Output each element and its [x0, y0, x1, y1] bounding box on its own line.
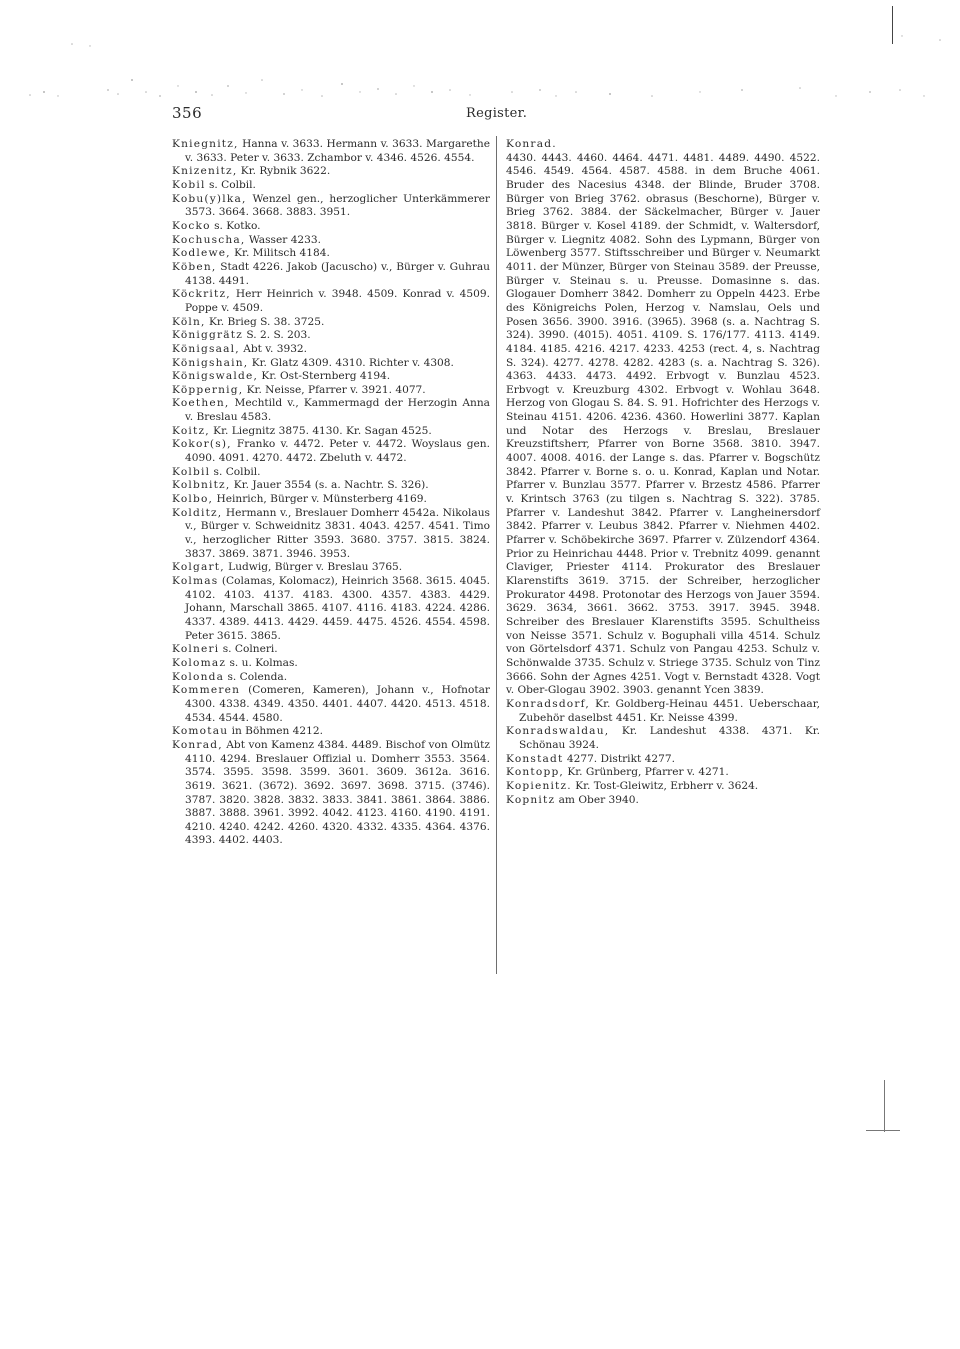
- entry-headword: Köln,: [172, 315, 206, 328]
- entry-text: Abt von Kamenz 4384. 4489. Bischof von Olmütz 4110. 4294. Breslauer Offizial u. Domherr 3553. 3564. 3574. 3595. 3598. 3599. 3601. 3609. 3612a. 3616. 3619. 3621. (3672). 3692. 3697. 3698. 3715. (3746). 3787. 3820. 3828. 3832. 3833. 3841. 3861. 3864. 3886. 3887. 3888. 3961. 3992. 4042. 4123. 4160. 4190. 4191. 4210. 4240. 4242. 4260. 4320. 4332. 4335. 4364. 4376. 4393. 4402. 4403.: [185, 738, 490, 847]
- entry-text: Kr. Tost-Gleiwitz, Erbherr v. 3624.: [571, 779, 759, 792]
- entry-text: Kr. Neisse, Pfarrer v. 3921. 4077.: [243, 383, 426, 396]
- entry-headword: Kokor(s),: [172, 438, 232, 451]
- entry-headword: Königgrätz: [172, 329, 243, 342]
- entry-headword: Konrad.: [506, 138, 557, 150]
- entry-text: Kr. Grünberg, Pfarrer v. 4271.: [564, 766, 729, 779]
- entry-text: Wenzel gen., herzoglicher Unterkämmerer 3573. 3664. 3668. 3883. 3951.: [185, 192, 490, 219]
- entry-headword: Königshain,: [172, 356, 249, 369]
- entry-headword: Köben,: [172, 260, 217, 273]
- index-entry: [172, 684, 490, 725]
- index-entry: [172, 234, 490, 248]
- entry-text: S. 2. S. 203.: [243, 329, 311, 342]
- index-entry: [172, 575, 490, 643]
- left-column: [172, 138, 490, 848]
- entry-headword: Kolditz,: [172, 506, 223, 519]
- index-entry: [172, 507, 490, 562]
- index-entry: [172, 425, 490, 439]
- running-head: Register.: [466, 106, 528, 121]
- index-entry: [506, 780, 820, 794]
- entry-text: s. Kotko.: [210, 219, 261, 232]
- entry-text: s. u. Kolmas.: [226, 656, 298, 669]
- entry-headword: Konradswaldau,: [506, 725, 610, 738]
- index-entry: [172, 179, 490, 193]
- entry-headword: Kolneri: [172, 643, 220, 656]
- entry-headword: Kobil: [172, 178, 206, 191]
- entry-headword: Kolonda: [172, 670, 225, 683]
- index-entry: [172, 438, 490, 465]
- entry-headword: Kniegnitz,: [172, 138, 239, 150]
- index-entry: [172, 329, 490, 343]
- entry-text: Kr. Jauer 3554 (s. a. Nachtr. S. 326).: [230, 479, 429, 492]
- entry-headword: Komotau: [172, 725, 229, 738]
- entry-headword: Königsaal,: [172, 342, 240, 355]
- entry-text: Kr. Goldberg-Heinau 4451. Ueberschaar, Zubehör daselbst 4451. Kr. Neisse 4399.: [519, 697, 820, 724]
- entry-text: Kr. Landeshut 4338. 4371. Kr. Schönau 3924.: [519, 725, 820, 751]
- entry-headword: Konrad,: [172, 738, 223, 751]
- entry-headword: Kodlewe,: [172, 247, 231, 260]
- index-entry: [172, 220, 490, 234]
- entry-text: (Colamas, Kolomacz), Heinrich 3568. 3615. 4045. 4102. 4103. 4137. 4183. 4300. 4357. 4383. 4429. Johann, Marschall 3865. 4107. 4116. 4183. 4224. 4286. 4337. 4389. 4413. 4429. 4459. 4475. 4526. 4554. 4598. Peter 3615. 3865.: [185, 575, 490, 642]
- entry-text: s. Colneri.: [219, 643, 278, 656]
- index-entry-continuation: 4430. 4443. 4460. 4464. 4471. 4481. 4489. 4490. 4522. 4546. 4549. 4564. 4587. 4588. in dem Bruche 4061. Bruder des Nacesius 4348. der Blinde, Bruder 3708. Bürger von Brieg 3762. obrasus (Beschorne), Bürger v. Brieg 3762. 3884. der Säckelmacher, Bürger v. Jauer 3818. Bürger v. Kosel 4189. der Schmidt, v. Waltersdorf, Bürger v. Liegnitz 4082. Sohn des Lypmann, Bürger von Löwenberg 3577. Stiftsschreiber und Bürger v. Neumarkt 4011. der Münzer, Bürger von Steinau 3589. der Preusse, Bürger v. Steinau s. u. Preusse. Domasinne s. das. Glogauer Domherr 3842. Domherr zu Oppeln 4423. Erbe des Königreichs Polen, Herzog v. Namslau, Oels und Posen 3656. 3900. 3916. (3965). 3968 (s. a. Nachtrag S. 324). 3990. (4015). 4051. 4109. S. 176/177. 4113. 4149. 4184. 4185. 4216. 4217. 4233. 4253 (rect. 4, s. Nachtrag S. 324). 4277. 4278. 4282. 4283 (s. a. Nachtrag S. 326). 4363. 4433. 4473. 4492. Erbvogt v. Bunzlau 4523. Erbvogt v. Kreuzburg 4302. Erbvogt v. Wohlau 3648. Herzog von Glogau S. 84. S. 91. Hofrichter des Herzogs v. Steinau 4151. 4206. 4236. 4360. Howerlini 3877. Kaplan und Notar des Herzogs v. Breslau, Breslauer Kreuzstiftsherr, Pfarrer von Borne 3568. 3810. 3947. 4007. 4008. 4016. der Lange s. das. Pfarrer v. Bogschütz 3842. Pfarrer v. Borne s. o. u. Konrad, Kaplan und Notar. Pfarrer v. Bunzlau 3577. Pfarrer v. Brzestz 4586. Pfarrer v. Krintsch 3763 (zu tilgen s. Nachtrag S. 322). 3785. Pfarrer v. Landeshut 3842. Pfarrer v. Langheinersdorf 3842. Pfarrer v. Leubus 3842. Pfarrer v. Niehmen 4402. Pfarrer v. Schöbekirche 3697. Pfarrer v. Zülzendorf 4364. Prior zu Heinrichau 4448. Prior v. Trebnitz 4099. genannt Claviger, Priester 4114. Prokurator des Breslauer Klarenstifts 3619. 3715. der Schreiber, herzoglicher Prokurator 4498. Protonotar des Herzogs von Jauer 3594. 3629. 3634, 3661. 3662. 3753. 3917. 3945. 3948. Schreiber des Breslauer Klarenstifts 3595. Schultheiss von Neisse 3571. Schulz v. Boguphali villa 4514. Schulz von Görtelsdorf 4371. Schulz von Pangau 4253. Schulz v. Schönwalde 3735. Schulz v. Striege 3735. Schulz von Tinz 3666. Sohn der Agnes 4251. Vogt v. Bernstadt 4328. Vogt v. Ober-Glogau 3902. 3903. genannt Ycen 3839.: [506, 151, 820, 697]
- entry-text: Kr. Glatz 4309. 4310. Richter v. 4308.: [248, 356, 454, 369]
- entry-text: Hanna v. 3633. Hermann v. 3633. Margarethe v. 3633. Peter v. 3633. Zchambor v. 4346. 4526. 4554.: [185, 138, 490, 164]
- index-entry: [172, 165, 490, 179]
- entry-text: Mechtild v., Kammermagd der Herzogin Anna v. Breslau 4583.: [185, 397, 490, 424]
- entry-text: Heinrich, Bürger v. Münsterberg 4169.: [213, 493, 427, 506]
- entry-text: s. Colbil.: [210, 465, 261, 478]
- index-entry: [172, 479, 490, 493]
- entry-headword: Kopnitz: [506, 793, 556, 806]
- entry-text: am Ober 3940.: [555, 793, 639, 806]
- scan-edge-mark-bottom: [884, 1080, 885, 1132]
- index-entry: [172, 138, 490, 165]
- entry-text: Ludwig, Bürger v. Breslau 3765.: [224, 561, 403, 574]
- index-entry: [506, 698, 820, 725]
- index-entry: [172, 288, 490, 315]
- entry-headword: Kontopp,: [506, 766, 564, 779]
- entry-headword: Konstadt: [506, 752, 564, 765]
- index-entry: [172, 725, 490, 739]
- entry-text: (Comeren, Kameren), Johann v., Hofnotar 4300. 4338. 4349. 4350. 4401. 4407. 4420. 4513. 4518. 4534. 4544. 4580.: [185, 684, 490, 724]
- index-entry: [506, 753, 820, 767]
- entry-text: s. Colenda.: [224, 670, 288, 683]
- entry-text: Kr. Rybnik 3622.: [237, 165, 331, 178]
- index-entry: [172, 384, 490, 398]
- entry-headword: Kolbil: [172, 465, 211, 478]
- index-entry-continued-heading: [506, 138, 820, 152]
- entry-headword: Koitz,: [172, 424, 210, 437]
- index-entry: [172, 657, 490, 671]
- column-divider: [496, 136, 497, 974]
- entry-text: Kr. Liegnitz 3875. 4130. Kr. Sagan 4525.: [209, 424, 432, 437]
- entry-text: Kr. Ost-Sternberg 4194.: [258, 370, 391, 383]
- entry-headword: Koethen,: [172, 397, 230, 410]
- entry-headword: Köckritz,: [172, 288, 231, 301]
- index-entry: [172, 261, 490, 288]
- entry-headword: Kolgart,: [172, 561, 225, 574]
- right-column: [506, 138, 820, 807]
- entry-headword: Kolbo,: [172, 493, 214, 506]
- entry-headword: Königswalde,: [172, 370, 259, 383]
- index-entry: [172, 370, 490, 384]
- entry-text: Franko v. 4472. Peter v. 4472. Woyslaus gen. 4090. 4091. 4270. 4472. Zbeluth v. 4472.: [185, 438, 490, 465]
- entry-headword: Kopienitz.: [506, 779, 572, 792]
- index-entry: [172, 357, 490, 371]
- entry-text: Stadt 4226. Jakob (Jacuscho) v., Bürger v. Guhrau 4138. 4491.: [185, 260, 490, 287]
- page-number: 356: [172, 104, 203, 122]
- entry-headword: Kobu(y)lka,: [172, 192, 247, 205]
- index-entry: [506, 794, 820, 808]
- index-entry: [172, 493, 490, 507]
- scan-edge-mark-bottom-foot: [866, 1130, 900, 1131]
- entry-headword: Kommeren: [172, 684, 241, 697]
- index-entry: [506, 725, 820, 752]
- index-entry: [172, 397, 490, 424]
- index-entry: [172, 193, 490, 220]
- entry-headword: Knizenitz,: [172, 165, 238, 178]
- index-entry: [172, 316, 490, 330]
- entry-text: Kr. Militsch 4184.: [230, 247, 330, 260]
- index-entry: [172, 739, 490, 848]
- entry-headword: Kolbnitz,: [172, 479, 231, 492]
- entry-text: Kr. Brieg S. 38. 3725.: [205, 315, 325, 328]
- entry-headword: Kochuscha,: [172, 233, 246, 246]
- entry-text: 4277. Distrikt 4277.: [563, 752, 675, 765]
- index-entry: [172, 343, 490, 357]
- entry-headword: Kolmas: [172, 575, 219, 587]
- index-entry: [172, 561, 490, 575]
- scan-edge-mark-top: [892, 6, 893, 44]
- entry-text: Wasser 4233.: [245, 233, 322, 246]
- entry-text: s. Colbil.: [205, 178, 256, 191]
- index-entry: [506, 766, 820, 780]
- entry-text: Herr Heinrich v. 3948. 4509. Konrad v. 4509. Poppe v. 4509.: [185, 288, 490, 314]
- entry-headword: Kolomaz: [172, 656, 227, 669]
- index-entry: [172, 247, 490, 261]
- entry-text: in Böhmen 4212.: [228, 725, 323, 738]
- entry-text: Abt v. 3932.: [239, 342, 308, 355]
- entry-headword: Konradsdorf,: [506, 697, 590, 710]
- entry-headword: Kocko: [172, 219, 211, 232]
- entry-headword: Köppernig,: [172, 383, 244, 396]
- index-entry: [172, 643, 490, 657]
- index-entry: [172, 466, 490, 480]
- entry-text: Hermann v., Breslauer Domherr 4542a. Nikolaus v., Bürger v. Schweidnitz 3831. 4043. 4257. 4541. Timo v., herzoglicher Ritter 3593. 3680. 3757. 3815. 3824. 3837. 3869. 3871. 3946. 3953.: [185, 506, 490, 560]
- index-entry: [172, 671, 490, 685]
